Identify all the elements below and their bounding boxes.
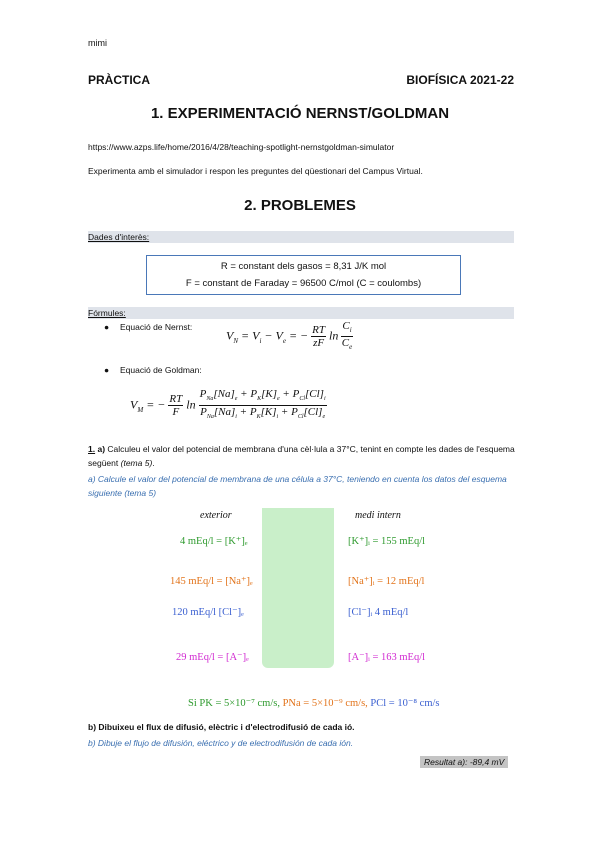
simulator-link[interactable]: https://www.azps.life/home/2016/4/28/teaching-spotlight-nernstgoldman-simulator [88, 142, 395, 152]
problem-b-es: b) Dibuje el flujo de difusión, eléctrico y de electrodifusión de cada ión. [88, 738, 354, 748]
nernst-label: Equació de Nernst: [120, 322, 193, 332]
section1-title: 1. EXPERIMENTACIÓ NERNST/GOLDMAN [150, 105, 450, 122]
dades-label: Dades d'interès: [88, 231, 514, 243]
na-interior: [Na⁺]ᵢ = 12 mEq/l [348, 576, 425, 587]
nernst-equation: $V_N = V_i - V_e$ = − $\frac{RT}{zF}$ ln $\frac{C_i}{C_e}$ [226, 320, 353, 352]
constants-box [146, 255, 461, 295]
na-exterior: 145 mEq/l = [Na⁺]ₑ [170, 576, 253, 587]
section1-instruction: Experimenta amb el simulador i respon les preguntes del qüestionari del Campus Virtual. [88, 166, 423, 176]
interior-label: medi intern [355, 510, 401, 521]
nernst-bullet: ● [104, 322, 110, 332]
anion-exterior: 29 mEq/l = [A⁻]ₑ [176, 652, 249, 663]
k-exterior: 4 mEq/l = [K⁺]ₑ [180, 536, 248, 547]
goldman-bullet: ● [104, 365, 110, 375]
membrane [262, 508, 334, 668]
goldman-equation: $V_M$ = − $\frac{RT}{F}$ ln $\frac{P_{Na}[Na]_e + P_K[K]_e + P_{Cl}[Cl]_i}{P_{Na}[Na]_i + P_K[K]_i + P_{Cl}[Cl]_e}$ [130, 388, 326, 421]
section2-title: 2. PROBLEMES [244, 197, 356, 214]
problem-a-text: 1. a) Calculeu el valor del potencial de membrana d'una cèl·lula a 37°C, tenint en compte les dades de l'esquema següent (tema 5). [88, 444, 515, 468]
header-left: PRÀCTICA [88, 73, 150, 87]
author-label: mimi [88, 38, 107, 48]
permeabilities: Si PK = 5×10⁻⁷ cm/s, PNa = 5×10⁻⁹ cm/s, PCl = 10⁻⁸ cm/s [188, 698, 440, 709]
goldman-label: Equació de Goldman: [120, 365, 202, 375]
cl-interior: [Cl⁻]ᵢ 4 mEq/l [348, 607, 409, 618]
cl-exterior: 120 mEq/l [Cl⁻]ₑ [172, 607, 244, 618]
anion-interior: [A⁻]ᵢ = 163 mEq/l [348, 652, 426, 663]
formules-label: Fórmules: [88, 307, 514, 319]
exterior-label: exterior [200, 510, 232, 521]
result-badge: Resultat a): -89,4 mV [420, 756, 508, 768]
header-right: BIOFÍSICA 2021-22 [406, 73, 514, 87]
k-interior: [K⁺]ᵢ = 155 mEq/l [348, 536, 426, 547]
problem-b-text: b) Dibuixeu el flux de difusió, elèctric i d'electrodifusió de cada ió. [88, 722, 355, 732]
constant-f: F = constant de Faraday = 96500 C/mol (C = coulombs) [185, 278, 422, 289]
problem-a-es: a) Calcule el valor del potencial de membrana de una célula a 37°C, teniendo en cuenta los datos del esquema siguiente (tema 5) [88, 474, 507, 498]
constant-r: R = constant dels gasos = 8,31 J/K mol [220, 261, 387, 272]
